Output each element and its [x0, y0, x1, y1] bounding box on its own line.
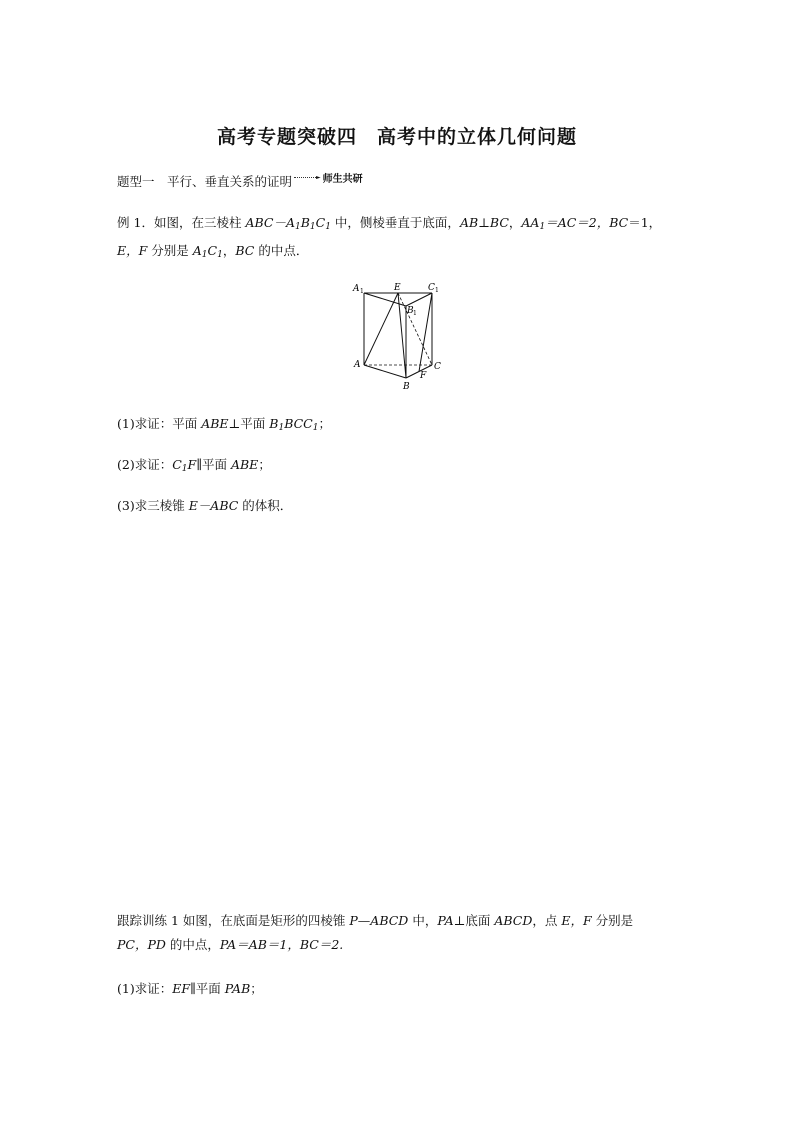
edge-c1f — [419, 293, 432, 372]
math: BCC — [284, 416, 313, 431]
section-tag: 师生共研 — [322, 174, 363, 185]
math: BC — [235, 243, 255, 258]
math: PA＝AB＝1，BC＝2. — [219, 937, 344, 952]
text-span: ＝1， — [628, 215, 662, 230]
edge-ec-dashed — [398, 293, 432, 365]
text-span: ，点 — [532, 913, 562, 928]
label-sub: 1 — [435, 287, 439, 294]
text-span: (3)求三棱锥 — [117, 498, 189, 513]
math-sub: 1 — [181, 464, 188, 474]
label-sub: 1 — [413, 310, 417, 317]
prism-figure — [348, 280, 448, 396]
section-heading — [117, 172, 363, 190]
text-span: ∥平面 — [196, 457, 231, 472]
math: AB⊥BC — [459, 215, 509, 230]
page-title: 高考专题突破四 高考中的立体几何问题 — [216, 126, 577, 148]
math: E－ABC — [188, 498, 239, 513]
edge-ea — [364, 293, 398, 365]
label-a1: A — [353, 284, 360, 294]
example-label: 例 1 — [117, 215, 142, 230]
text-span: 的中点， — [165, 937, 220, 952]
edge-a1b1 — [364, 293, 406, 306]
follow-up-1-text — [117, 909, 682, 957]
follow-question-1 — [117, 977, 682, 1001]
arrow-icon: ► — [316, 174, 321, 181]
math: A — [192, 243, 202, 258]
text-span: ； — [258, 457, 271, 472]
math-sub: 1 — [278, 423, 285, 433]
example-1-text: 例 1．如图，在三棱柱 $ABC-A_1B_1C_1$ 中，侧棱垂直于底面，AB⊥BC，$AA_1=AC=2$，BC＝1， E，F 分别是 $A_1C_1$，BC 的中点． — [117, 215, 662, 260]
math: C — [172, 457, 182, 472]
question-2 — [117, 453, 682, 481]
math-sub: 1 — [325, 222, 331, 232]
text-span: (2)求证： — [117, 457, 173, 472]
math: ABE — [201, 416, 229, 431]
math: C — [315, 215, 326, 230]
prism-diagram — [348, 280, 448, 396]
math-sub: 1 — [217, 250, 223, 260]
math: B — [300, 215, 310, 230]
label-b1: B — [407, 306, 414, 316]
text-span: 如图，在底面是矩形的四棱锥 — [178, 913, 350, 928]
math-sub: 1 — [294, 222, 301, 232]
math: ABC－A — [245, 215, 295, 230]
text-span: 的中点． — [254, 243, 309, 258]
math: BC — [609, 215, 629, 230]
label-sub: 1 — [360, 288, 364, 295]
math-sub: 1 — [201, 250, 208, 260]
text-span: 分别是 — [591, 913, 634, 928]
label-c1: C — [428, 283, 435, 293]
text-span: ； — [250, 981, 263, 996]
text-span: ⊥平面 — [228, 416, 270, 431]
math: P—ABCD — [349, 913, 409, 928]
section-label: 题型一 平行、垂直关系的证明 — [117, 174, 293, 189]
label-b: B — [403, 382, 410, 392]
math: EF — [172, 981, 191, 996]
text-span: 如图，在三棱柱 — [153, 215, 246, 230]
math-sub: 1 — [309, 222, 316, 232]
text-span: ∥平面 — [190, 981, 225, 996]
math: B — [269, 416, 279, 431]
text-span: 底面 — [465, 913, 495, 928]
question-3 — [117, 494, 682, 518]
math: PA⊥ — [437, 913, 466, 928]
label-a: A — [354, 360, 361, 370]
follow-label: 跟踪训练 1 — [117, 913, 179, 928]
text-span: 分别是 — [147, 243, 193, 258]
math: ＝AC＝2， — [545, 215, 610, 230]
text-span: ， — [508, 215, 522, 230]
text-span: 中，侧棱垂直于底面， — [330, 215, 460, 230]
text-span: 的体积． — [238, 498, 293, 513]
label-e: E — [394, 283, 401, 293]
math: E，F — [561, 913, 592, 928]
math: ABE — [230, 457, 259, 472]
leader-dots — [294, 177, 316, 178]
math: PAB — [224, 981, 251, 996]
math-sub: 1 — [539, 222, 546, 232]
edge-ab — [364, 365, 406, 378]
text-span: ； — [318, 416, 331, 431]
question-1 — [117, 412, 682, 440]
math: C — [207, 243, 218, 258]
math: AA — [521, 215, 540, 230]
math: F — [187, 457, 197, 472]
text-span: 中， — [408, 913, 438, 928]
text-span: (1)求证：平面 — [117, 416, 202, 431]
label-c: C — [434, 362, 441, 372]
edge-b1c1 — [406, 293, 432, 306]
math: ABCD — [494, 913, 533, 928]
text-span: ， — [222, 243, 236, 258]
text-span: (1)求证： — [117, 981, 173, 996]
label-f: F — [420, 371, 427, 381]
math: PC，PD — [117, 937, 166, 952]
math-sub: 1 — [312, 423, 319, 433]
math: E，F — [117, 243, 148, 258]
